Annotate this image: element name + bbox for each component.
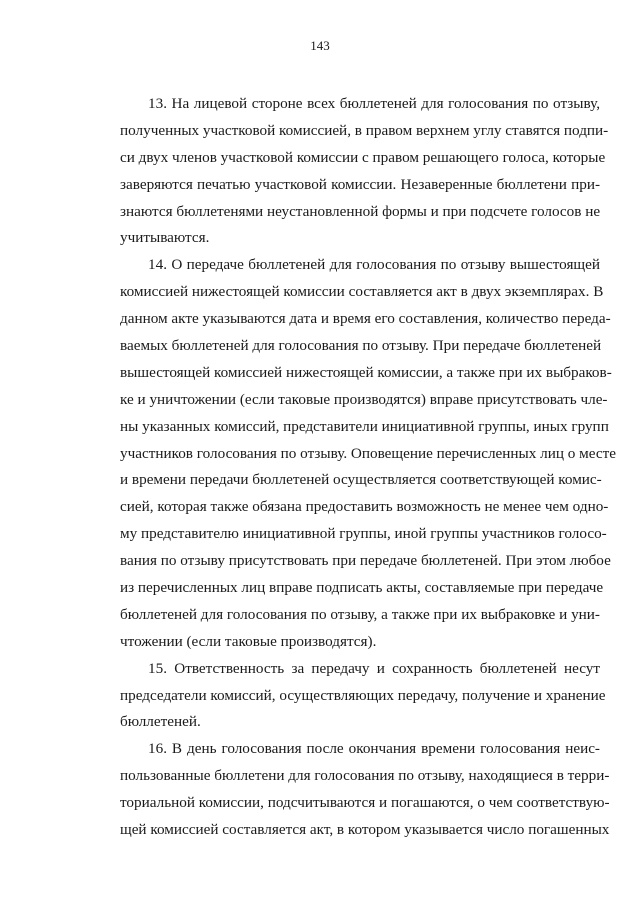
text-line: председатели комиссий, осуществляющих передачу, получение и хранение — [120, 686, 606, 704]
text-line: 14. О передаче бюллетеней для голосования по отзыву вышестоящей — [148, 256, 600, 274]
text-line: ны указанных комиссий, представители инициативной группы, иных групп — [120, 417, 609, 435]
text-line: заверяются печатью участковой комиссии. Незаверенные бюллетени при- — [120, 175, 600, 193]
text-line: си двух членов участковой комиссии с правом решающего голоса, которые — [120, 148, 606, 166]
text-line: учитываются. — [120, 229, 210, 247]
text-line: ваемых бюллетеней для голосования по отзыву. При передаче бюллетеней — [120, 337, 602, 355]
text-line: ке и уничтожении (если таковые производятся) вправе присутствовать чле- — [120, 390, 608, 408]
page-number: 143 — [310, 38, 330, 53]
text-line: му представителю инициативной группы, иной группы участников голосо- — [120, 525, 607, 543]
text-line: из перечисленных лиц вправе подписать акты, составляемые при передаче — [120, 579, 604, 597]
text-line: ториальной комиссии, подсчитываются и погашаются, о чем соответствую- — [120, 794, 610, 812]
text-line: бюллетеней для голосования по отзыву, а также при их выбраковке и уни- — [120, 605, 600, 623]
text-line: и времени передачи бюллетеней осуществляется соответствующей комис- — [120, 471, 602, 489]
text-line: участников голосования по отзыву. Оповещение перечисленных лиц о месте — [120, 444, 617, 462]
text-line: 16. В день голосования после окончания времени голосования неис- — [148, 740, 600, 758]
text-line: вания по отзыву присутствовать при передаче бюллетеней. При этом любое — [120, 552, 611, 570]
document-body — [120, 91, 617, 844]
text-line: щей комиссией составляется акт, в котором указывается число погашенных — [120, 821, 610, 839]
text-line: сией, которая также обязана предоставить возможность не менее чем одно- — [120, 498, 609, 516]
text-line: бюллетеней. — [120, 713, 201, 731]
text-line: полученных участковой комиссией, в правом верхнем углу ставятся подпи- — [120, 121, 609, 139]
text-line: 15. Ответственность за передачу и сохранность бюллетеней несут — [148, 659, 600, 677]
text-line: чтожении (если таковые производятся). — [120, 632, 377, 650]
text-line: вышестоящей комиссией нижестоящей комиссии, а также при их выбраков- — [120, 363, 612, 381]
text-line: знаются бюллетенями неустановленной формы и при подсчете голосов не — [120, 202, 601, 220]
text-line: 13. На лицевой стороне всех бюллетеней для голосования по отзыву, — [148, 95, 600, 112]
text-line: данном акте указываются дата и время его составления, количество переда- — [120, 310, 611, 328]
text-line: комиссией нижестоящей комиссии составляется акт в двух экземплярах. В — [120, 283, 604, 301]
text-line: пользованные бюллетени для голосования по отзыву, находящиеся в терри- — [120, 767, 610, 785]
